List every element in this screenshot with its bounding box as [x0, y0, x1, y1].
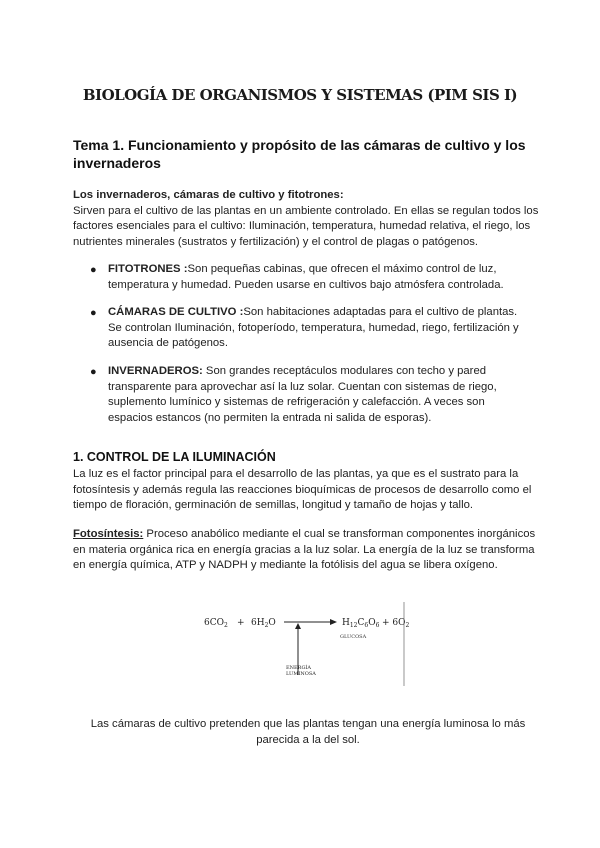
photosynthesis-equation: [192, 600, 412, 690]
energy-arrow-head: [295, 623, 301, 629]
bullet-dot: ●: [90, 366, 97, 378]
arrow-head: [330, 619, 337, 625]
bullet-text: Son grandes receptáculos modulares con techo y pared transparente para aprovechar así la luz solar. Cuentan con sistemas de riego, suplemento lumínico y sistemas de refrigeración y calefacción. A veces son espacios estancos (no permiten la entrada ni salida de esporas).: [108, 365, 497, 424]
intro-heading: Los invernaderos, cámaras de cultivo y fitotrones:: [73, 189, 344, 201]
bullet-text: Son habitaciones adaptadas para el cultivo de plantas. Se controlan Iluminación, fotoperíodo, temperatura, humedad, riego, fertilización y ausencia de patógenos.: [108, 306, 519, 349]
document-title: BIOLOGÍA DE ORGANISMOS Y SISTEMAS (PIM SIS I): [82, 86, 518, 104]
closing-caption: Las cámaras de cultivo pretenden que las plantas tengan una energía luminosa lo más parecida a la del sol.: [90, 718, 526, 746]
intro-paragraph: [73, 188, 543, 250]
bullet-dot: ●: [90, 264, 97, 276]
photosynthesis-term: Fotosíntesis:: [73, 528, 144, 540]
plus-sign: +: [237, 618, 245, 628]
bullet-term: CÁMARAS DE CULTIVO :: [108, 306, 244, 318]
bullet-item-camaras: [108, 305, 528, 352]
intro-text: Sirven para el cultivo de las plantas en un ambiente controlado. En ellas se regulan todos los factores esenciales para el cultivo: Iluminación, temperatura, humedad relativa, el riego, los nutrientes minerales (sustratos y fertilización) y el control de plagas o patógenos.: [73, 204, 539, 248]
bullet-text: Son pequeñas cabinas, que ofrecen el máximo control de luz, temperatura y humedad. Pueden usarse en cultivos bajo atmósfera controlada.: [108, 263, 504, 291]
bullet-term: FITOTRONES :: [108, 263, 188, 275]
bullet-item-fitotrones: [108, 262, 528, 293]
product-oxygen: + $6O_2$: [382, 618, 410, 629]
product-glucose: $H_{12}C_6O_6$: [342, 618, 380, 629]
reactant-h2o: $6H_2O$: [251, 618, 276, 629]
topic-heading: Tema 1. Funcionamiento y propósito de las cámaras de cultivo y los invernaderos: [73, 137, 526, 171]
bullet-dot: ●: [90, 307, 97, 319]
glucose-label: GLUCOSA: [340, 634, 367, 640]
section-paragraph: La luz es el factor principal para el desarrollo de las plantas, ya que es el sustrato para la fotosíntesis y además regula las reacciones bioquímicas de procesos de desarrollo como el tiempo de floración, germinación de semillas, longitud y tamaño de hojas y tallo.: [73, 468, 532, 511]
bullet-item-invernaderos: [108, 364, 528, 426]
energy-label-line1: ENERGÍA: [286, 665, 312, 671]
energy-label-line2: LUMINOSA: [286, 671, 316, 677]
section-heading: 1. CONTROL DE LA ILUMINACIÓN: [73, 450, 276, 464]
photosynthesis-paragraph: [73, 527, 543, 574]
reactant-co2: $6CO_2$: [204, 618, 228, 629]
bullet-term: INVERNADEROS:: [108, 365, 203, 377]
photosynthesis-text: Proceso anabólico mediante el cual se transforman componentes inorgánicos en materia orgánica rica en energía gracias a la luz solar. La energía de la luz se transforma en energía química, ATP y NADPH y mediante la fotólisis del agua se libera oxígeno.: [73, 528, 536, 571]
